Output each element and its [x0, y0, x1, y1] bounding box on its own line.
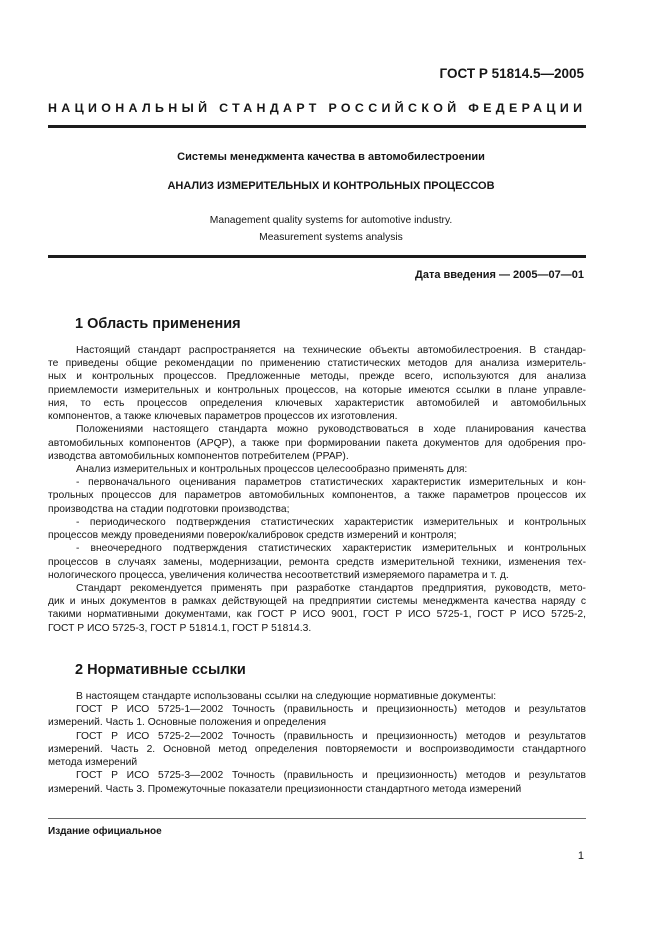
text-line: ГОСТ Р ИСО 5725-3—2002 Точность (правильность и прецизионность) методов и результатов	[76, 770, 586, 782]
text-line: процессов в случаях замены, модернизации, ремонта средств измерительной техники, изменения тех-	[48, 556, 586, 568]
text-line: Положениями настоящего стандарта можно руководствоваться в ходе планирования качества	[76, 424, 586, 436]
english-title	[0, 212, 662, 246]
text-line: Настоящий стандарт распространяется на технические объекты автомобилестроения. В стандар-	[76, 345, 586, 356]
english-title-line-1: Management quality systems for automotive industry.	[209, 215, 453, 226]
text-line: Стандарт рекомендуется применять при разработке стандартов предприятия, руководств, мето-	[76, 582, 586, 594]
text-line: Анализ измерительных и контрольных процессов целесообразно применять для:	[76, 463, 468, 475]
footer-divider	[48, 818, 586, 819]
text-line: В настоящем стандарте использованы ссылки на следующие нормативные документы:	[76, 691, 497, 702]
text-line: измерений. Часть 1. Основные положения и определения	[48, 717, 327, 729]
standard-code: ГОСТ Р 51814.5—2005	[439, 66, 584, 81]
text-line: изводства автомобильных компонентов потребителем (PPAP).	[48, 450, 349, 462]
section-2-heading: 2 Нормативные ссылки	[75, 662, 246, 678]
text-line: такими нормативными документами, как ГОСТ Р ИСО 9001, ГОСТ Р ИСО 5725-1, ГОСТ Р ИСО 5725-2,	[48, 609, 586, 621]
section-2-body	[48, 690, 586, 796]
text-line: производства на стадии подготовки производства;	[48, 503, 290, 515]
text-line: ГОСТ Р ИСО 5725-3, ГОСТ Р 51814.1, ГОСТ Р 51814.3.	[48, 622, 312, 634]
text-line: трольных процессов для параметров автомобильных компонентов, а также параметров процессов их	[48, 490, 586, 502]
text-line: те приведены общие рекомендации по применению статистических методов для анализа измеритель-	[48, 358, 586, 370]
official-edition-label: Издание официальное	[48, 826, 162, 837]
introduction-date: Дата введения — 2005—07—01	[415, 269, 584, 281]
text-line: автомобильных компонентов (APQP), а также при формировании пакета документов для одобрения про-	[48, 437, 586, 449]
text-line: - внеочередного подтверждения статистических характеристик измерительных и контрольных	[76, 543, 586, 555]
text-line: ных и контрольных процессов. Предложенные методы, прежде всего, используются для анализа	[48, 371, 586, 383]
text-line: ГОСТ Р ИСО 5725-1—2002 Точность (правильность и прецизионность) методов и результатов	[76, 704, 586, 716]
top-divider	[48, 125, 586, 128]
series-title: Системы менеджмента качества в автомобилестроении	[177, 151, 485, 163]
section-1-body	[48, 344, 586, 635]
section-1-heading: 1 Область применения	[75, 316, 241, 332]
text-line: измерений. Часть 2. Основной метод определения повторяемости и воспроизводимости стандартного	[48, 743, 586, 755]
text-line: компонентов, а также ключевых параметров процессов их изготовления.	[48, 411, 398, 423]
text-line: нологического процесса, увеличения количества несоответствий измеряемого параметра и т. д.	[48, 569, 509, 581]
text-line: измерений. Часть 3. Промежуточные показатели прецизионности стандартного метода измерений	[48, 783, 522, 795]
text-line: дик и иных документов в рамках действующей на предприятии системы менеджмента качества наряду с	[48, 596, 586, 608]
text-line: процессов между проведениями поверок/калибровок средств измерений и контроля;	[48, 530, 457, 542]
title-divider	[48, 255, 586, 258]
document-title: АНАЛИЗ ИЗМЕРИТЕЛЬНЫХ И КОНТРОЛЬНЫХ ПРОЦЕССОВ	[167, 180, 495, 192]
text-line: - первоначального оценивания параметров статистических характеристик измерительных и кон-	[76, 477, 586, 489]
english-title-line-2: Measurement systems analysis	[259, 232, 403, 243]
page-number: 1	[577, 850, 584, 862]
text-line: ния, то есть процессов определения ключевых характеристик автомобилей и автомобильных	[48, 397, 586, 409]
text-line: - периодического подтверждения статистических характеристик измерительных и контрольных	[76, 516, 586, 528]
national-standard-title: НАЦИОНАЛЬНЫЙ СТАНДАРТ РОССИЙСКОЙ ФЕДЕРАЦИИ	[48, 101, 587, 115]
text-line: приемлемости измерительных и контрольных процессов, на которые имеются ссылки в плане управле-	[48, 384, 586, 396]
text-line: метода измерений	[48, 757, 138, 769]
text-line: ГОСТ Р ИСО 5725-2—2002 Точность (правильность и прецизионность) методов и результатов	[76, 730, 586, 742]
